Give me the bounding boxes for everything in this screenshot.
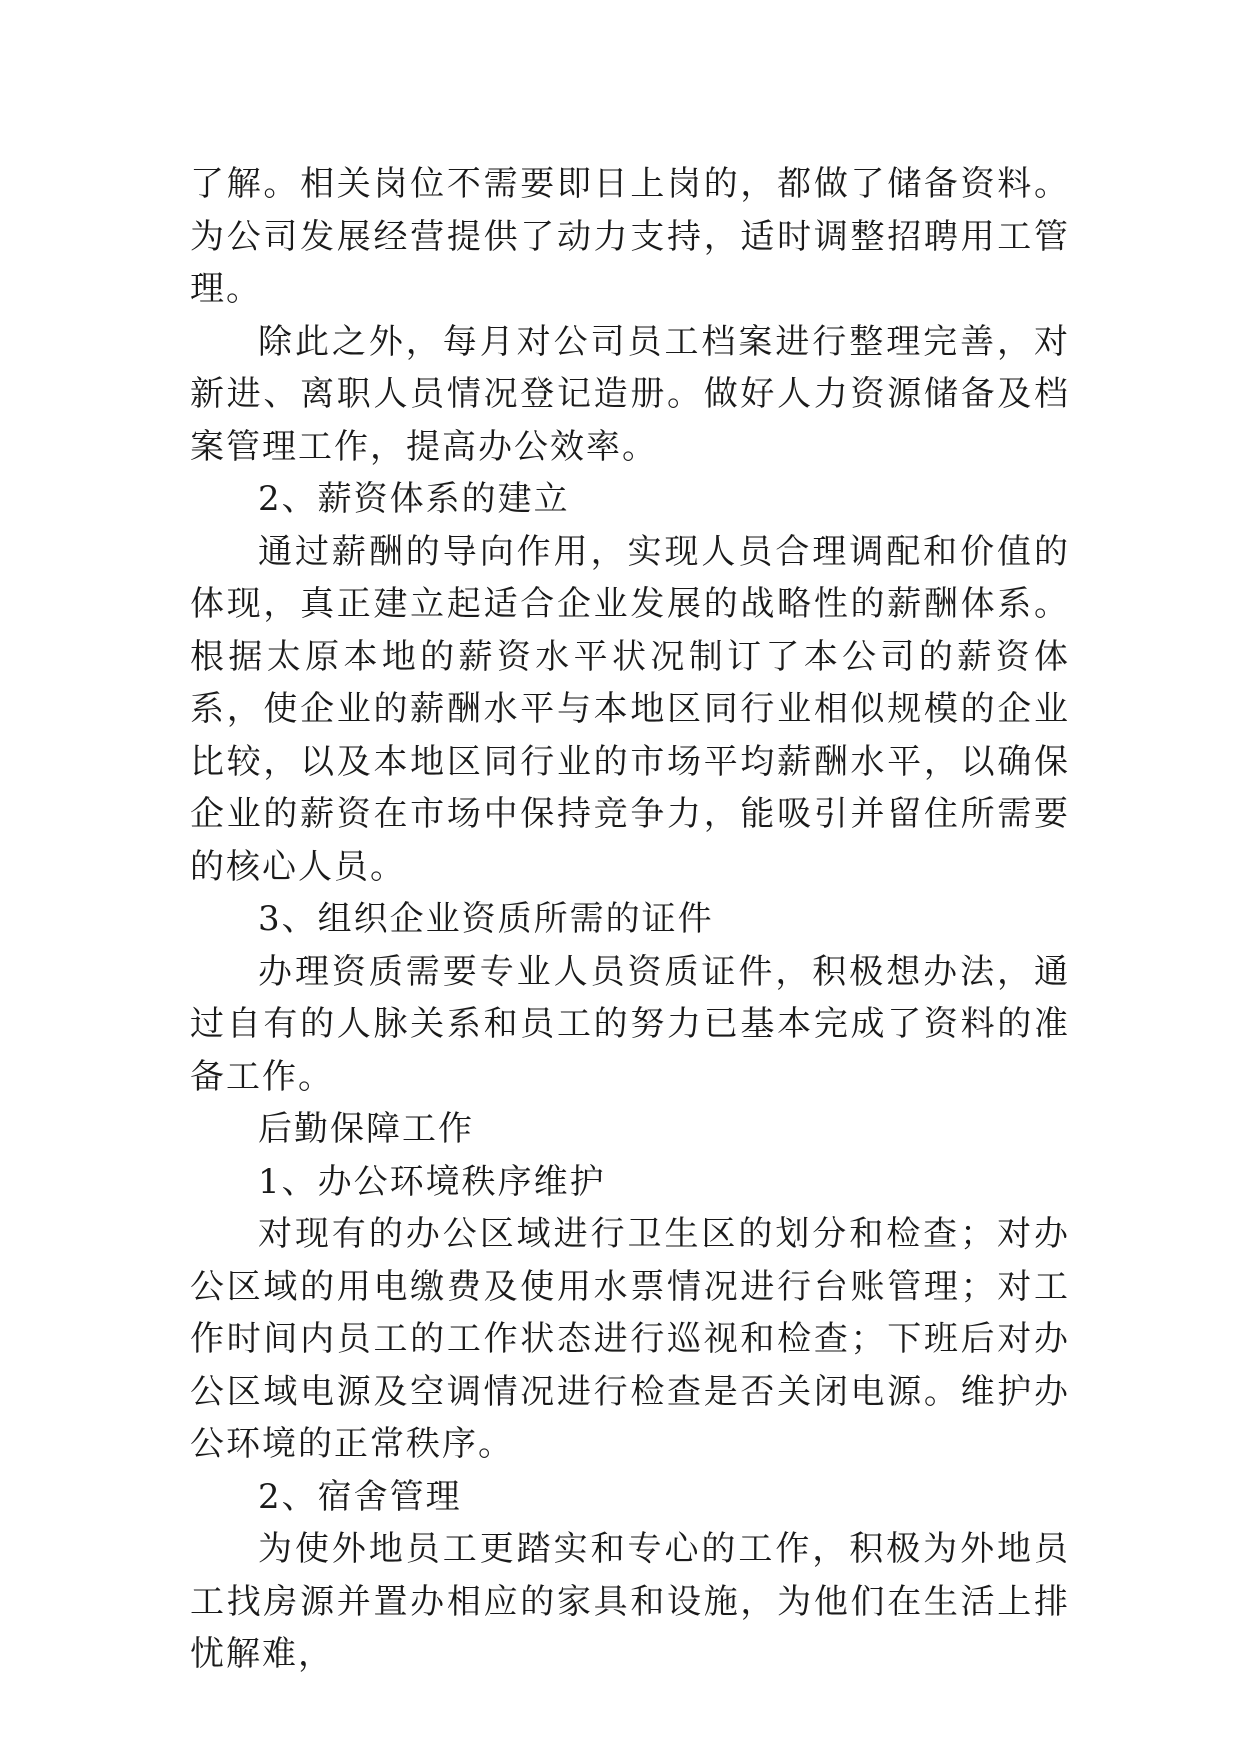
paragraph: 对现有的办公区域进行卫生区的划分和检查；对办公区域的用电缴费及使用水票情况进行台账管理；对工作时间内员工的工作状态进行巡视和检查；下班后对办公区域电源及空调情况进行检查是否关闭电源。维护办公环境的正常秩序。 [190,1214,1070,1464]
paragraph: 除此之外，每月对公司员工档案进行整理完善，对新进、离职人员情况登记造册。做好人力资源储备及档案管理工作，提高办公效率。 [190,321,1070,467]
section-heading: 3、组织企业资质所需的证件 [258,899,714,939]
paragraph: 了解。相关岗位不需要即日上岗的，都做了储备资料。为公司发展经营提供了动力支持，适时调整招聘用工管理。 [190,164,1070,309]
section-heading: 2、薪资体系的建立 [258,479,570,519]
section-heading: 后勤保障工作 [258,1109,474,1149]
document-body [190,158,1070,1681]
paragraph: 通过薪酬的导向作用，实现人员合理调配和价值的体现，真正建立起适合企业发展的战略性的薪酬体系。根据太原本地的薪资水平状况制订了本公司的薪资体系，使企业的薪酬水平与本地区同行业相似规模的企业比较，以及本地区同行业的市场平均薪酬水平，以确保企业的薪资在市场中保持竞争力，能吸引并留住所需要的核心人员。 [190,531,1070,887]
paragraph: 办理资质需要专业人员资质证件，积极想办法，通过自有的人脉关系和员工的努力已基本完成了资料的准备工作。 [190,951,1070,1097]
section-heading: 2、宿舍管理 [258,1476,462,1517]
paragraph: 为使外地员工更踏实和专心的工作，积极为外地员工找房源并置办相应的家具和设施，为他们在生活上排忧解难， [190,1529,1070,1674]
section-heading: 1、办公环境秩序维护 [258,1161,606,1202]
